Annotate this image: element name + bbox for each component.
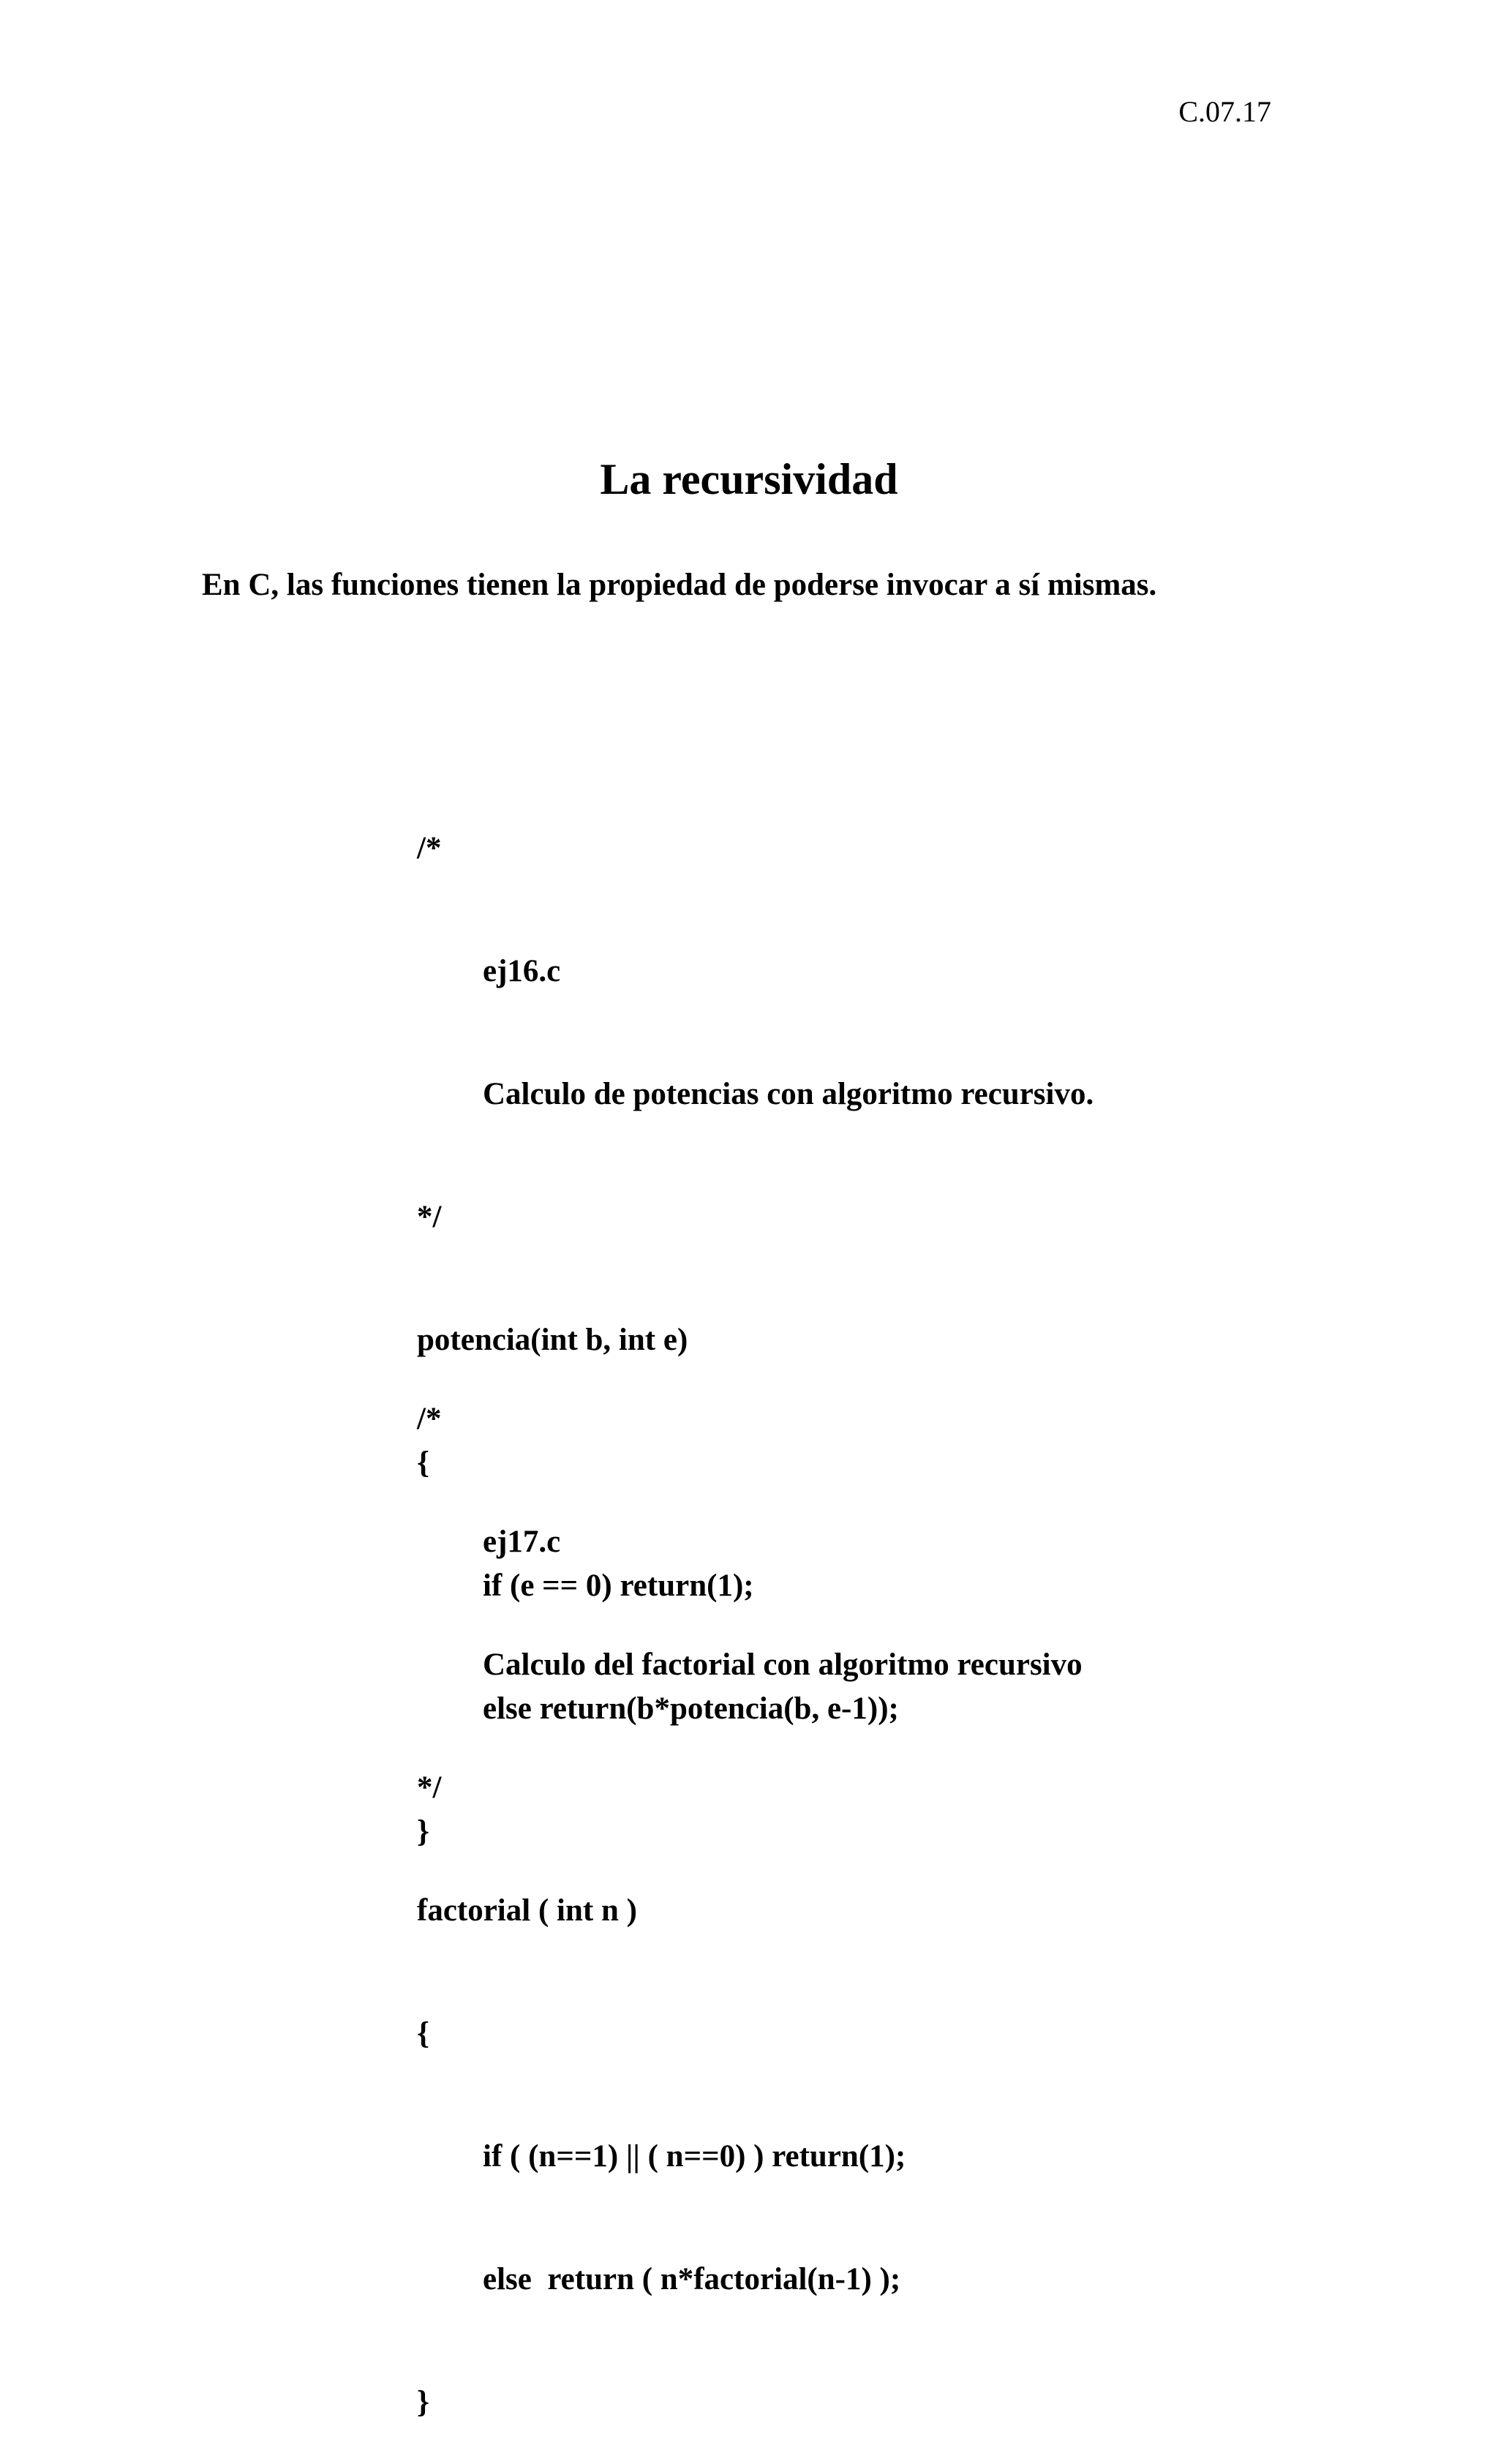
code-line: /* bbox=[417, 831, 442, 865]
code-line: factorial ( int n ) bbox=[417, 1893, 637, 1928]
code-line: { bbox=[417, 1446, 429, 1480]
page-title: La recursividad bbox=[600, 455, 898, 503]
code-line: */ bbox=[417, 1200, 442, 1234]
code-line: { bbox=[417, 2016, 429, 2051]
code-line: } bbox=[417, 1814, 429, 1849]
code-line: } bbox=[417, 2385, 429, 2419]
intro-paragraph: En C, las funciones tienen la propiedad de poderse invocar a sí mismas. bbox=[202, 568, 1157, 602]
code-line: Calculo del factorial con algoritmo recursivo bbox=[483, 1648, 1083, 1682]
code-line: if ( (n==1) || ( n==0) ) return(1); bbox=[483, 2139, 906, 2174]
code-line: ej16.c bbox=[483, 954, 561, 988]
code-line: */ bbox=[417, 1770, 442, 1805]
code-line: ej17.c bbox=[483, 1525, 561, 1559]
code-block-ej17 bbox=[417, 1317, 1083, 2464]
code-line: if (e == 0) return(1); bbox=[483, 1569, 754, 1603]
code-line: /* bbox=[417, 1402, 442, 1436]
code-line: potencia(int b, int e) bbox=[417, 1323, 688, 1357]
page-number: C.07.17 bbox=[1178, 95, 1271, 128]
code-line: else return(b*potencia(b, e-1)); bbox=[483, 1691, 899, 1726]
code-line: else return ( n*factorial(n-1) ); bbox=[483, 2262, 901, 2296]
code-line: Calculo de potencias con algoritmo recursivo. bbox=[483, 1077, 1094, 1111]
